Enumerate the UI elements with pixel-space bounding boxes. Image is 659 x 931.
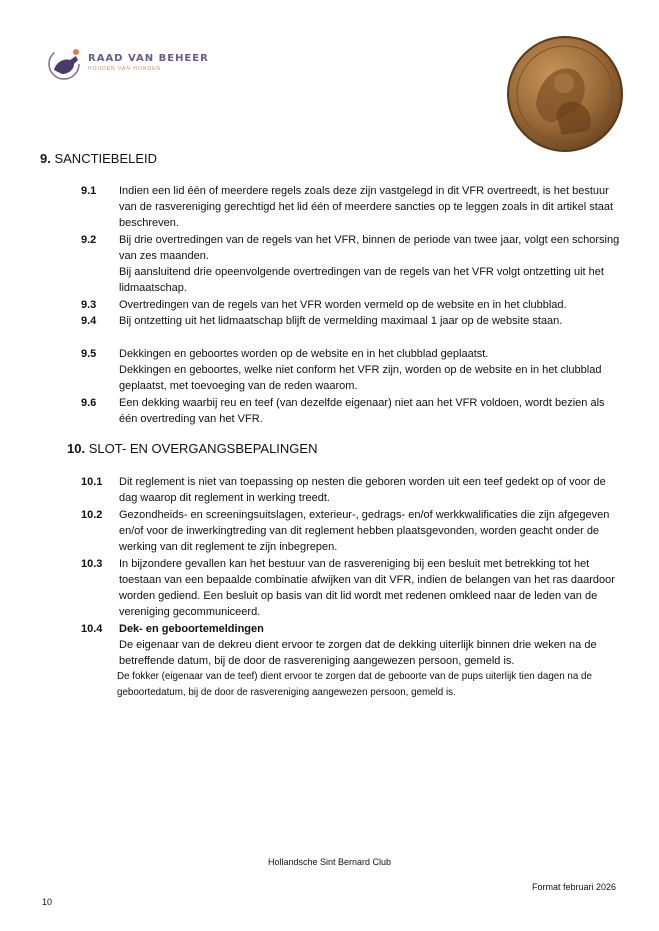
section-number: 9. xyxy=(40,151,51,166)
article-number: 10.2 xyxy=(81,509,103,521)
article-number: 9.4 xyxy=(81,315,97,327)
club-medal-image xyxy=(506,35,624,153)
article-text xyxy=(119,313,624,329)
article-number: 9.6 xyxy=(81,397,97,409)
article-number: 9.5 xyxy=(81,348,97,360)
article-text xyxy=(119,507,624,555)
article-text xyxy=(119,621,624,701)
article-paragraph-small: De fokker (eigenaar van de teef) dient ervoor te zorgen dat de geboorte van de pups uiterlijk tien dagen na de geboortedatum, bij de door de rasvereniging aangewezen persoon, gemeld is. xyxy=(117,671,592,698)
article-paragraph: Een dekking waarbij reu en teef (van dezelfde eigenaar) niet aan het VFR voldoen, wordt bezien als één overtreding van het VFR. xyxy=(119,397,605,425)
article-paragraph: Dekkingen en geboortes worden op de website en in het clubblad geplaatst. xyxy=(119,348,489,360)
logo-subtitle: HOUDEN VAN HONDEN xyxy=(88,66,162,72)
article-number: 9.3 xyxy=(81,299,97,311)
article-paragraph: Dit reglement is niet van toepassing op nesten die geboren worden uit een teef gedekt op of voor de dag waarop dit reglement in werking treedt. xyxy=(119,476,606,504)
section-number: 10. xyxy=(67,441,86,456)
footer-club-name: Hollandsche Sint Bernard Club xyxy=(267,857,392,867)
article-text xyxy=(119,232,624,296)
article-text xyxy=(119,556,624,620)
article-number: 10.4 xyxy=(81,623,103,635)
logo-title: RAAD VAN BEHEER xyxy=(88,53,209,64)
article-text xyxy=(119,346,624,394)
page-number: 10 xyxy=(42,897,53,907)
article-paragraph: In bijzondere gevallen kan het bestuur van de rasvereniging bij een besluit met betrekking tot het toestaan van een bepaalde combinatie afwijken van dit VFR, indien de belangen van het ras daardoor worden gediend. Een besluit op basis van dit lid wordt met redenen omkleed naar de leden van de vereniging gecommuniceerd. xyxy=(119,558,615,618)
article-number: 9.2 xyxy=(81,234,97,246)
article-paragraph: Overtredingen van de regels van het VFR worden vermeld op de website en in het clubblad. xyxy=(119,299,567,311)
article-text xyxy=(119,474,624,506)
article-text xyxy=(119,297,624,313)
article-paragraph: Bij aansluitend drie opeenvolgende overtredingen van de regels van het VFR volgt ontzetting uit het lidmaatschap. xyxy=(119,266,604,294)
article-paragraph: Bij ontzetting uit het lidmaatschap blijft de vermelding maximaal 1 jaar op de website staan. xyxy=(119,315,563,327)
section-title: SANCTIEBELEID xyxy=(54,151,158,166)
article-paragraph: Bij drie overtredingen van de regels van het VFR, binnen de periode van twee jaar, volgt een schorsing van zes maanden. xyxy=(119,234,620,262)
article-heading: Dek- en geboortemeldingen xyxy=(119,623,264,635)
article-text xyxy=(119,395,624,427)
article-paragraph: Indien een lid één of meerdere regels zoals deze zijn vastgelegd in dit VFR overtreedt, is het bestuur van de rasvereniging gerechtigd het lid één of meerdere sancties op te leggen zoals in dit artikel staat beschreven. xyxy=(119,185,614,229)
article-paragraph: Gezondheids- en screeningsuitslagen, exterieur-, gedrags- en/of werkkwalificaties die zijn afgegeven en/of voor de inwerkingtreding van dit reglement hebben plaatsgevonden, worden geacht onder de werking van dit reglement te zijn inbegrepen. xyxy=(119,509,610,553)
article-number: 10.1 xyxy=(81,476,103,488)
raad-van-beheer-logo xyxy=(46,44,209,84)
section-heading xyxy=(40,151,157,166)
section-heading xyxy=(67,441,317,456)
article-paragraph: De eigenaar van de dekreu dient ervoor te zorgen dat de dekking uiterlijk binnen drie weken na de betreffende datum, bij de door de rasvereniging aangewezen persoon, gemeld is. xyxy=(119,639,597,667)
footer-format-date: Format februari 2026 xyxy=(531,882,616,892)
dog-logo-icon xyxy=(46,44,86,84)
article-paragraph: Dekkingen en geboortes, welke niet conform het VFR zijn, worden op de website en in het clubblad geplaatst, met toevoeging van de reden waarom. xyxy=(119,364,602,392)
article-text xyxy=(119,183,624,231)
article-number: 10.3 xyxy=(81,558,103,570)
section-title: SLOT- EN OVERGANGSBEPALINGEN xyxy=(88,441,318,456)
article-number: 9.1 xyxy=(81,185,97,197)
